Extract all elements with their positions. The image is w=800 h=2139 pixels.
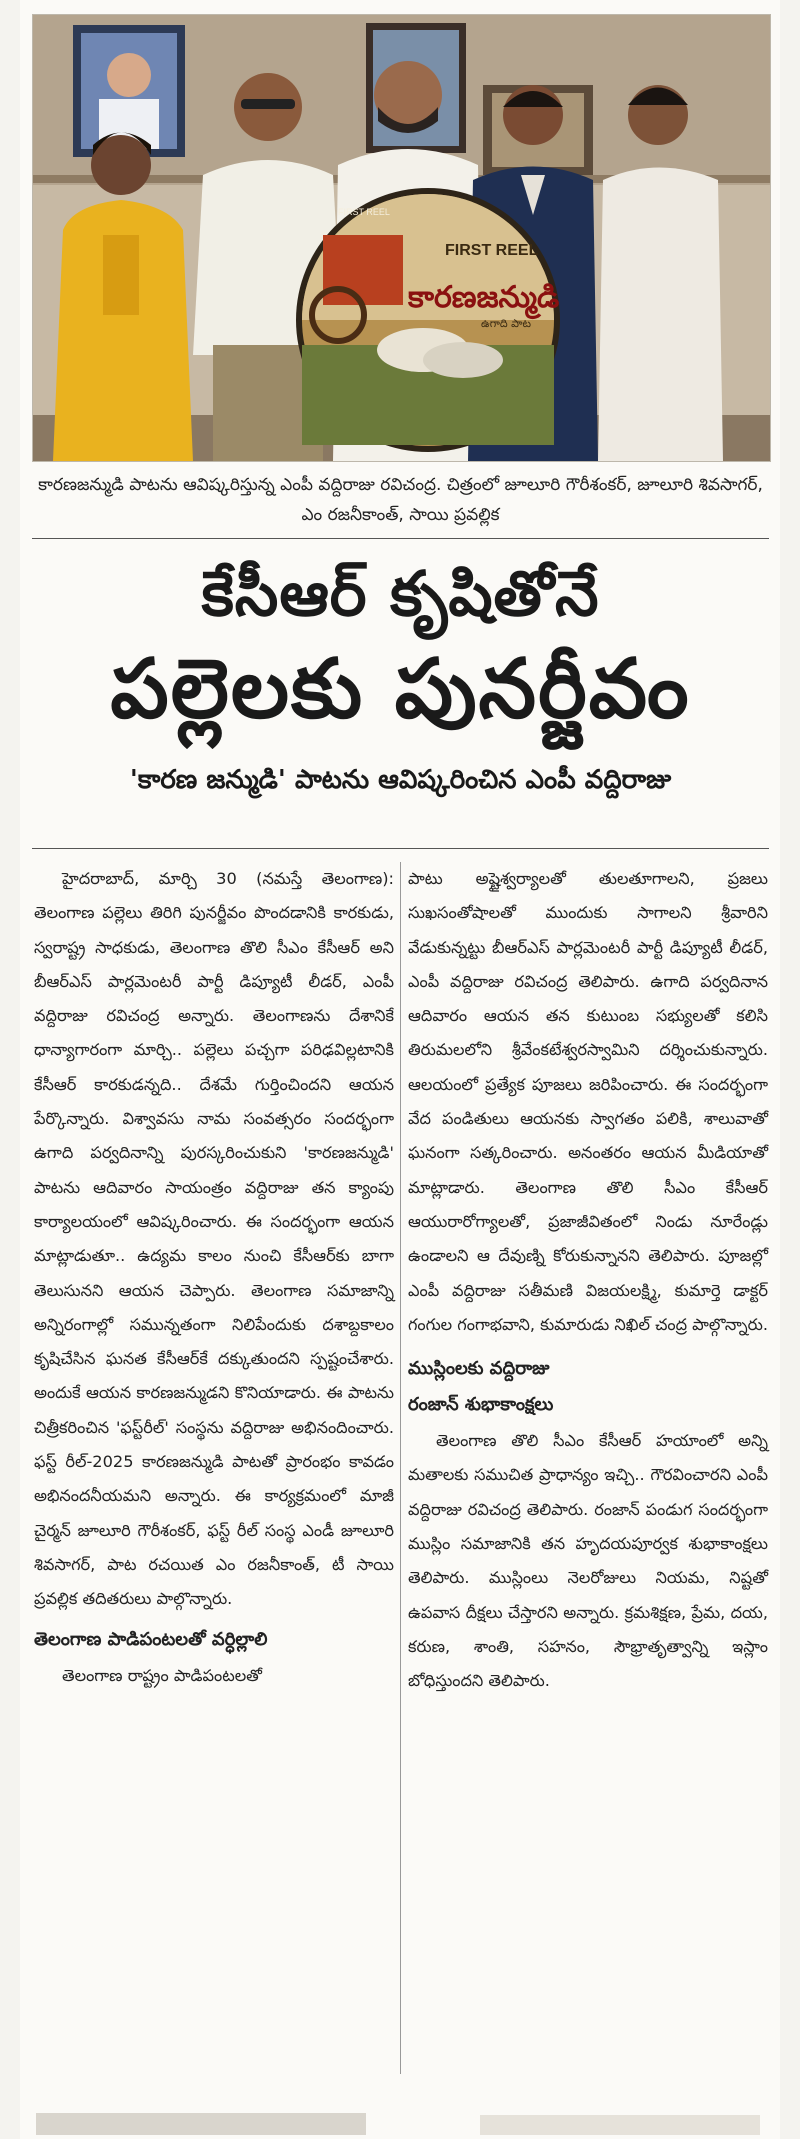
song-poster	[296, 188, 560, 452]
news-photo	[32, 14, 771, 462]
left-paragraph-2: తెలంగాణ రాష్ట్రం పాడిపంటలతో	[62, 1665, 262, 1685]
headline-line-2: పల్లెలకు పునర్జీవం	[110, 642, 691, 737]
right-paragraph-2: తెలంగాణ తొలి సీఎం కేసీఆర్ హయాంలో అన్ని మతాలకు సముచిత ప్రాధాన్యం ఇచ్చి.. గౌరవించారని ఎంపీ వద్దిరాజు రవిచంద్ర తెలిపారు. రంజాన్ పండుగ సందర్భంగా ముస్లిం సమాజానికి తన హృదయపూర్వక శుభాకాంక్షలు తెలిపారు. ముస్లింలు నెలరోజులు నియమ, నిష్టతో ఉపవాస దీక్షలు చేస్తారని అన్నారు. క్రమశిక్షణ, ప్రేమ, దయ, కరుణ, శాంతి, సహనం, సౌభ్రాతృత్వాన్ని ఇస్లాం బోధిస్తుందని తెలిపారు.	[408, 1431, 768, 1691]
caption-divider	[32, 538, 769, 539]
article-column-left	[34, 862, 394, 1693]
column-divider	[400, 862, 401, 2074]
left-paragraph-1: హైదరాబాద్, మార్చి 30 (నమస్తే తెలంగాణ): తెలంగాణ పల్లెలు తిరిగి పునర్జీవం పొందడానికి కారకుడు, స్వరాష్ట్ర సాధకుడు, తెలంగాణ తొలి సీఎం కేసీఆర్ అని బీఆర్‌ఎస్ పార్లమెంటరీ పార్టీ డిప్యూటీ లీడర్, ఎంపీ వద్దిరాజు రవిచంద్ర అన్నారు. తెలంగాణను దేశానికే ధాన్యాగారంగా మార్చి.. పల్లెలు పచ్చగా పరిఢవిల్లటానికి కేసీఆర్ కారకుడన్నది.. దేశమే గుర్తించిందని ఆయన పేర్కొన్నారు. విశ్వావసు నామ సంవత్సరం సందర్భంగా ఉగాది పర్వదినాన్ని పురస్కరించుకుని 'కారణజన్ముడి' పాటను ఆదివారం సాయంత్రం వద్దిరాజు తన క్యాంపు కార్యాలయంలో ఆవిష్కరించారు. ఈ సందర్భంగా ఆయన మాట్లాడుతూ.. ఉద్యమ కాలం నుంచి కేసీఆర్‌కు బాగా తెలుసునని ఆయన చెప్పారు. తెలంగాణ సమాజాన్ని అన్నిరంగాల్లో సమున్నతంగా నిలిపేందుకు దశాబ్దకాలం కృషిచేసిన ఘనత కేసీఆర్‌కే దక్కుతుందని స్పష్టంచేశారు. అందుకే ఆయన కారణజన్ముడని కొనియాడారు. ఈ పాటను చిత్రీకరించిన 'ఫస్ట్‌రీల్' సంస్థను వద్దిరాజు అభినందించారు. ఫస్ట్ రీల్-2025 కారణజన్ముడి పాటతో ప్రారంభం కావడం అభినందనీయమని అన్నారు. ఈ కార్యక్రమంలో మాజీ చైర్మన్ జూలూరి గౌరీశంకర్, ఫస్ట్ రీల్ సంస్థ ఎండీ జూలూరి శివసాగర్, పాట రచయిత ఎం రజనీకాంత్, టీ సాయి ప్రవల్లిక తదితరులు పాల్గొన్నారు.	[34, 869, 394, 1609]
poster-title: కారణజన్ముడి	[408, 280, 560, 315]
right-subheading-1: ముస్లింలకు వద్దిరాజు	[408, 1358, 550, 1380]
subhead-divider	[32, 848, 769, 849]
poster-logo: FIRST REEL	[338, 207, 390, 217]
right-subheading-2: రంజాన్ శుభాకాంక్షలు	[408, 1394, 554, 1416]
newspaper-page	[20, 0, 780, 2139]
article-column-right	[408, 862, 768, 1699]
article-subhead: 'కారణ జన్ముడి' పాటను ఆవిష్కరించిన ఎంపీ వద్దిరాజు	[129, 765, 672, 795]
next-article-strip	[20, 2105, 780, 2139]
next-article-heading-block	[36, 2113, 366, 2135]
photo-caption: కారణజన్ముడి పాటను ఆవిష్కరిస్తున్న ఎంపీ వద్దిరాజు రవిచంద్ర. చిత్రంలో జూలూరి గౌరీశంకర్, జూలూరి శివసాగర్, ఎం రజనీకాంత్, సాయి ప్రవల్లిక	[38, 475, 763, 525]
right-paragraph-1: పాటు అష్టైశ్వర్యాలతో తులతూగాలని, ప్రజలు సుఖసంతోషాలతో ముందుకు సాగాలని శ్రీవారిని వేడుకున్నట్టు బీఆర్‌ఎస్ పార్లమెంటరీ పార్టీ డిప్యూటీ లీడర్, ఎంపీ వద్దిరాజు రవిచంద్ర తెలిపారు. ఉగాది పర్వదినాన ఆదివారం ఆయన తన కుటుంబ సభ్యులతో కలిసి తిరుమలలోని శ్రీవేంకటేశ్వరస్వామిని దర్శించుకున్నారు. ఆలయంలో ప్రత్యేక పూజలు జరిపించారు. ఈ సందర్భంగా వేద పండితులు ఆయనకు స్వాగతం పలికి, శాలువాతో ఘనంగా సత్కరించారు. అనంతరం ఆయన మీడియాతో మాట్లాడారు. తెలంగాణ తొలి సీఎం కేసీఆర్ ఆయురారోగ్యాలతో, ప్రజాజీవితంలో నిండు నూరేండ్లు ఉండాలని ఆ దేవుణ్ని కోరుకున్నానని తెలిపారు. పూజల్లో ఎంపీ వద్దిరాజు సతీమణి విజయలక్ష్మి, కుమార్తె డాక్టర్ గంగుల గంగాభవాని, కుమారుడు నిఖిల్ చంద్ర పాల్గొన్నారు.	[408, 869, 768, 1334]
poster-badge: FIRST REEL	[445, 242, 539, 259]
left-subheading: తెలంగాణ పాడిపంటలతో వర్ధిల్లాలి	[34, 1628, 268, 1650]
next-article-heading-block-2	[480, 2115, 760, 2135]
headline-line-1: కేసీఆర్ కృషితోనే	[201, 557, 600, 630]
poster-small-text: ఉగాది పాట	[481, 317, 532, 330]
